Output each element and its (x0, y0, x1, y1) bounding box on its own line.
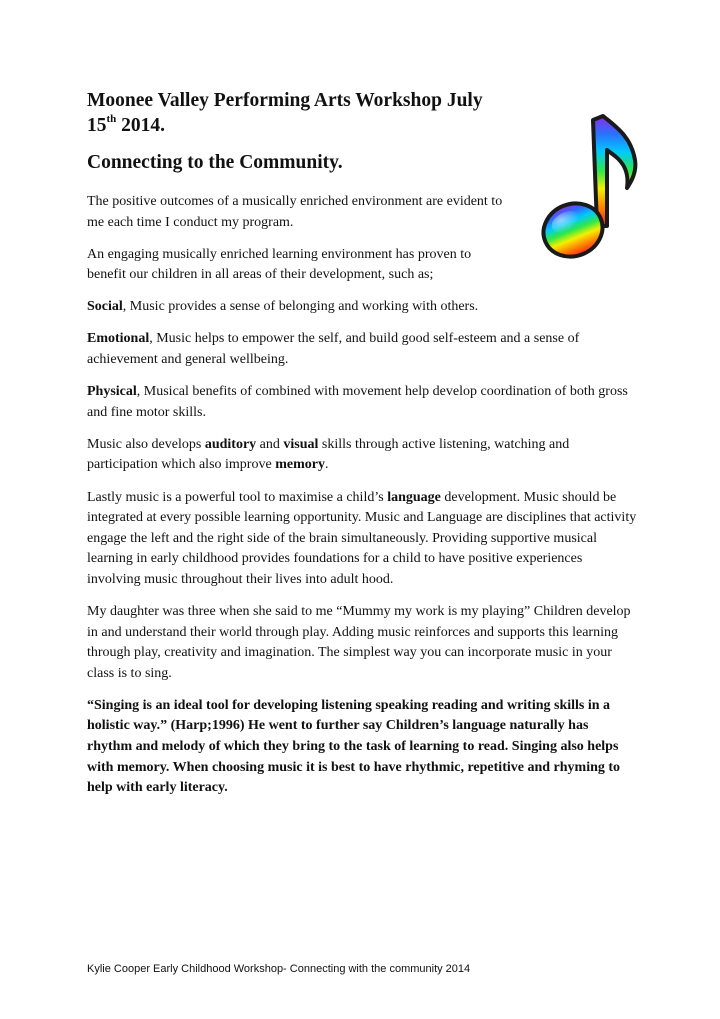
paragraph-daughter: My daughter was three when she said to me “Mummy my work is my playing” Children develop in and understand their world through play. Adding music reinforces and supports this learning through play, creativity and imagination. The simplest way you can incorporate music in your class is to sing. (87, 604, 631, 681)
title-line-1: Moonee Valley Performing Arts Workshop July (87, 90, 483, 111)
emotional-label: Emotional (87, 331, 150, 347)
skills-memory: memory (275, 457, 325, 473)
skills-text-b: and (256, 436, 284, 452)
language-keyword: language (387, 489, 441, 505)
paragraph-skills (87, 435, 637, 476)
emotional-text: , Music helps to empower the self, and build good self-esteem and a sense of achievement and general wellbeing. (87, 331, 580, 368)
skills-text-a: Music also develops (87, 436, 205, 452)
skills-text-c: skills through active listening, watching and participation which also improve (87, 436, 570, 473)
language-text-a: Lastly music is a powerful tool to maximise a child’s (87, 489, 388, 505)
title-day: 15 (87, 115, 107, 136)
title-day-suffix: th (106, 112, 117, 125)
paragraph-intro: The positive outcomes of a musically enriched environment are evident to me each time I conduct my program. (87, 194, 503, 230)
skills-visual: visual (283, 436, 319, 452)
paragraph-quote: “Singing is an ideal tool for developing listening speaking reading and writing skills in a holistic way.” (Harp;1996) He went to further say Children’s language naturally has rhythm and melody of which they bring to the task of learning to read. Singing also helps with memory. When choosing music it is best to have rhythmic, repetitive and rhyming to help with early literacy. (87, 697, 621, 796)
page-title (87, 88, 547, 138)
skills-text-d: . (324, 457, 329, 473)
skills-auditory: auditory (204, 436, 257, 452)
physical-text: , Musical benefits of combined with movement help develop coordination of both gross and fine motor skills. (87, 384, 628, 420)
document-body (87, 192, 637, 810)
paragraph-environment: An engaging musically enriched learning environment has proven to benefit our children in all areas of their development, such as; (87, 246, 472, 283)
paragraph-physical (87, 382, 637, 423)
paragraph-language (87, 488, 637, 591)
social-label: Social (87, 299, 123, 315)
paragraph-social (87, 297, 637, 318)
social-text: , Music provides a sense of belonging and working with others. (122, 299, 479, 315)
language-text-b: development. Music should be integrated at every possible learning opportunity. Music and Language are disciplines that activity engage the left and the right side of the brain simultaneously. Providing supportive musical learning in early childhood provides foundations for a child to have positive experiences involving music throughout their lives into adult hood. (87, 489, 637, 587)
paragraph-emotional (87, 329, 637, 370)
page-footer: Kylie Cooper Early Childhood Workshop- Connecting with the community 2014 (87, 963, 471, 975)
title-year: 2014. (116, 115, 166, 136)
physical-label: Physical (87, 384, 137, 400)
page-subtitle: Connecting to the Community. (87, 152, 343, 173)
